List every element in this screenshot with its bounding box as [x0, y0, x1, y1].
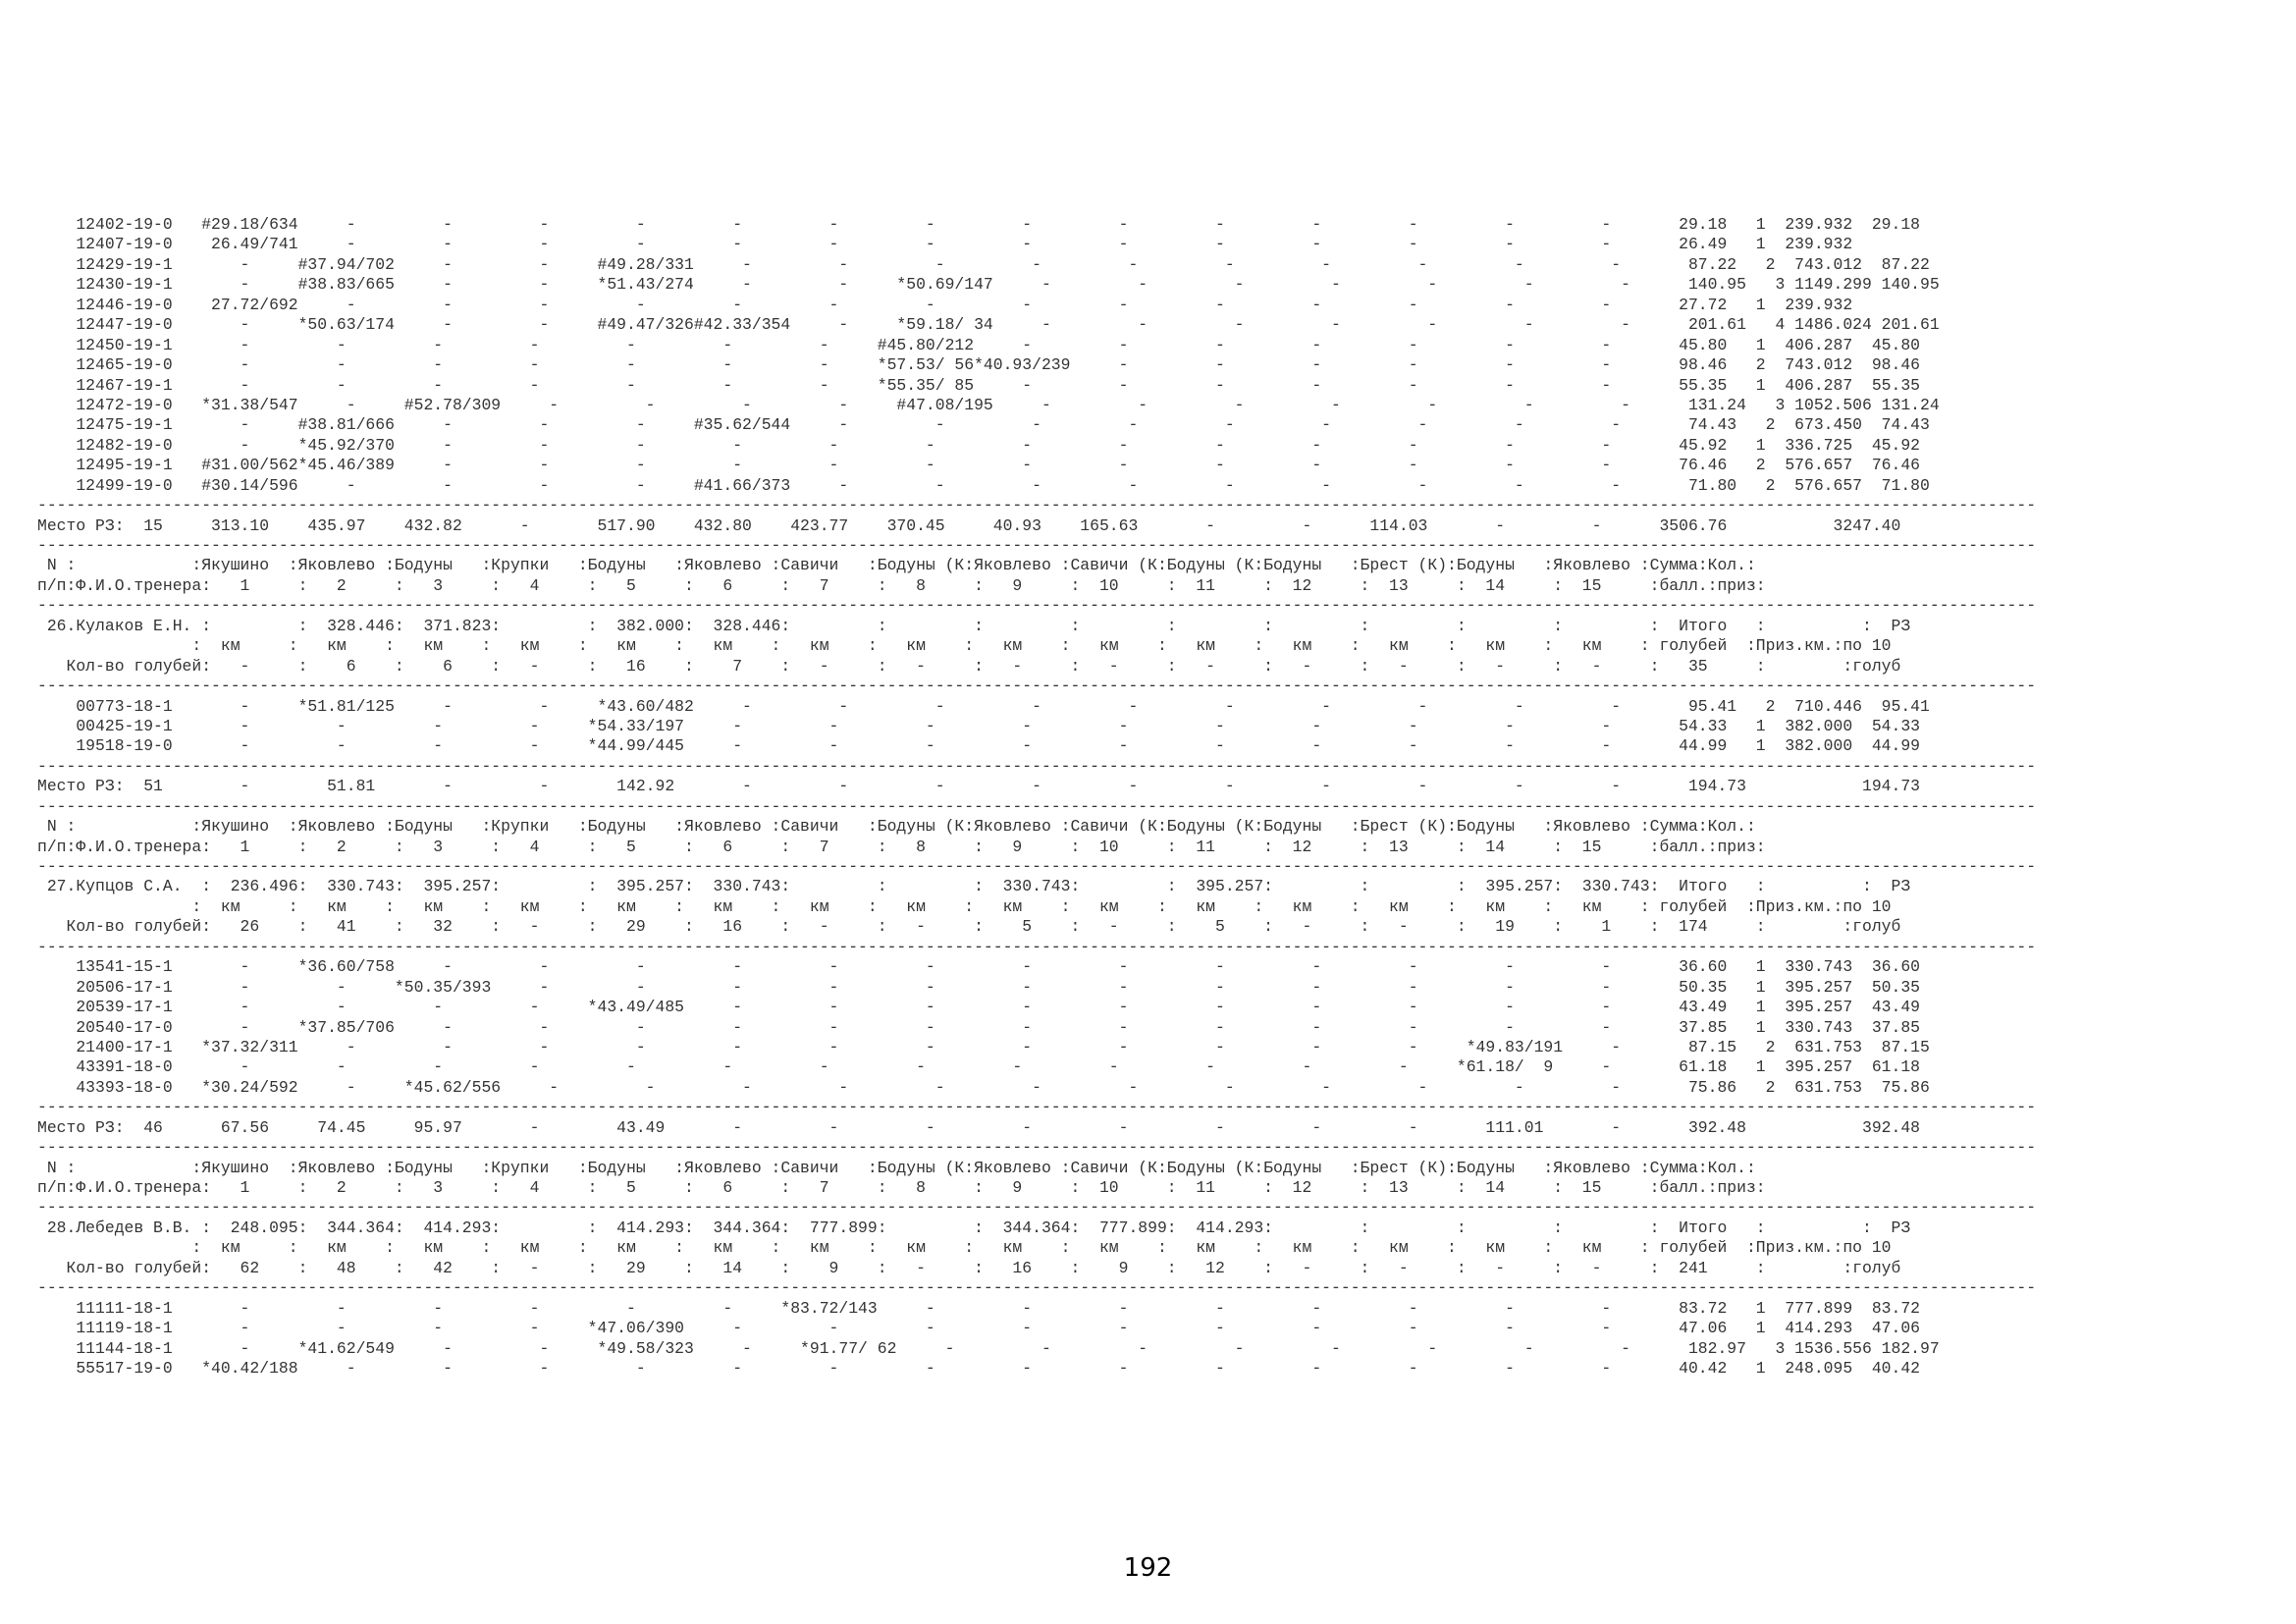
table-row: 11144-18-1 - *41.62/549 - - *49.58/323 - *91.77/ 62 - - - - - - - - 182.97 3 1536.556 182.97: [37, 1338, 1940, 1358]
table-row: Кол-во голубей: 62 : 48 : 42 : - : 29 : 14 : 9 : - : 16 : 9 : 12 : - : - : - : - : 241 : :голуб: [37, 1258, 1901, 1277]
table-row: Место РЗ: 51 - 51.81 - - 142.92 - - - - - - - - - - 194.73 194.73: [37, 777, 1921, 796]
table-row: 19518-19-0 - - - - *44.99/445 - - - - - - - - - - 44.99 1 382.000 44.99: [37, 736, 1921, 756]
table-row: 12447-19-0 - *50.63/174 - - #49.47/326#42.33/354 - *59.18/ 34 - - - - - - - 201.61 4 1486.024 201.61: [37, 315, 1940, 335]
table-row: 43393-18-0 *30.24/592 - *45.62/556 - - - - - - - - - - - - 75.86 2 631.753 75.86: [37, 1077, 1930, 1097]
table-row: 12430-19-1 - #38.83/665 - - *51.43/274 - - *50.69/147 - - - - - - - 140.95 3 1149.299 140.95: [37, 275, 1940, 295]
table-row: 21400-17-1 *37.32/311 - - - - - - - - - - - - *49.83/191 - 87.15 2 631.753 87.15: [37, 1037, 1930, 1056]
table-row: 12472-19-0 *31.38/547 - #52.78/309 - - - - #47.08/195 - - - - - - - 131.24 3 1052.506 131.24: [37, 395, 1940, 414]
table-separator: ---------------------------------------------------------------------------------------------------------------------------------------------------------------------------------------------------------------: [37, 937, 2037, 956]
table-row: п/п:Ф.И.О.тренера: 1 : 2 : 3 : 4 : 5 : 6 : 7 : 8 : 9 : 10 : 11 : 12 : 13 : 14 : 15 :балл.:приз:: [37, 1178, 1766, 1197]
table-row: 12475-19-1 - #38.81/666 - - - #35.62/544 - - - - - - - - - 74.43 2 673.450 74.43: [37, 415, 1930, 435]
table-separator: ---------------------------------------------------------------------------------------------------------------------------------------------------------------------------------------------------------------: [37, 1098, 2037, 1117]
table-row: 12465-19-0 - - - - - - - *57.53/ 56*40.93/239 - - - - - - 98.46 2 743.012 98.46: [37, 355, 1921, 375]
table-separator: ---------------------------------------------------------------------------------------------------------------------------------------------------------------------------------------------------------------: [37, 1198, 2037, 1218]
table-separator: ---------------------------------------------------------------------------------------------------------------------------------------------------------------------------------------------------------------: [37, 857, 2037, 876]
table-row: 12402-19-0 #29.18/634 - - - - - - - - - - - - - - 29.18 1 239.932 29.18: [37, 215, 1921, 234]
table-row: 20539-17-1 - - - - *43.49/485 - - - - - - - - - - 43.49 1 395.257 43.49: [37, 998, 1921, 1017]
table-row: 12446-19-0 27.72/692 - - - - - - - - - - - - - - 27.72 1 239.932: [37, 295, 1853, 314]
table-row: N : :Якушино :Яковлево :Бодуны :Крупки :Бодуны :Яковлево :Савичи :Бодуны (К:Яковлево :Савичи (К:Бодуны (К:Бодуны :Брест (К):Бодуны :Яковлево :Сумма:Кол.:: [37, 817, 1756, 837]
table-row: 00773-18-1 - *51.81/125 - - *43.60/482 - - - - - - - - - - 95.41 2 710.446 95.41: [37, 696, 1930, 716]
table-row: 12499-19-0 #30.14/596 - - - - #41.66/373 - - - - - - - - - 71.80 2 576.657 71.80: [37, 475, 1930, 495]
table-row: 28.Лебедев В.В. : 248.095: 344.364: 414.293: : 414.293: 344.364: 777.899: : 344.364: 777.899: 414.293: : : : : Итого : : РЗ: [37, 1218, 1911, 1237]
table-row: Кол-во голубей: 26 : 41 : 32 : - : 29 : 16 : - : - : 5 : - : 5 : - : - : 19 : 1 : 174 : :голуб: [37, 917, 1901, 937]
table-row: 12482-19-0 - *45.92/370 - - - - - - - - - - - - - 45.92 1 336.725 45.92: [37, 435, 1921, 455]
table-separator: ---------------------------------------------------------------------------------------------------------------------------------------------------------------------------------------------------------------: [37, 596, 2037, 616]
table-row: 00425-19-1 - - - - *54.33/197 - - - - - - - - - - 54.33 1 382.000 54.33: [37, 716, 1921, 735]
table-row: п/п:Ф.И.О.тренера: 1 : 2 : 3 : 4 : 5 : 6 : 7 : 8 : 9 : 10 : 11 : 12 : 13 : 14 : 15 :балл.:приз:: [37, 575, 1766, 595]
table-row: Кол-во голубей: - : 6 : 6 : - : 16 : 7 : - : - : - : - : - : - : - : - : - : 35 : :голуб: [37, 656, 1901, 676]
table-separator: ---------------------------------------------------------------------------------------------------------------------------------------------------------------------------------------------------------------: [37, 1278, 2037, 1298]
table-row: 12429-19-1 - #37.94/702 - - #49.28/331 - - - - - - - - - - 87.22 2 743.012 87.22: [37, 254, 1930, 274]
table-row: 55517-19-0 *40.42/188 - - - - - - - - - - - - - - 40.42 1 248.095 40.42: [37, 1358, 1921, 1378]
table-row: 20540-17-0 - *37.85/706 - - - - - - - - - - - - - 37.85 1 330.743 37.85: [37, 1017, 1921, 1037]
table-row: Место РЗ: 46 67.56 74.45 95.97 - 43.49 - - - - - - - - 111.01 - 392.48 392.48: [37, 1117, 1921, 1137]
table-row: 27.Купцов С.А. : 236.496: 330.743: 395.257: : 395.257: 330.743: : : 330.743: : 395.257: : : 395.257: 330.743: Итого : : РЗ: [37, 877, 1911, 896]
table-row: : км : км : км : км : км : км : км : км : км : км : км : км : км : км : км : голубей :Приз.км.:по 10: [37, 1238, 1892, 1258]
table-row: N : :Якушино :Яковлево :Бодуны :Крупки :Бодуны :Яковлево :Савичи :Бодуны (К:Яковлево :Савичи (К:Бодуны (К:Бодуны :Брест (К):Бодуны :Яковлево :Сумма:Кол.:: [37, 1158, 1756, 1177]
table-row: 12467-19-1 - - - - - - - *55.35/ 85 - - - - - - - 55.35 1 406.287 55.35: [37, 375, 1921, 395]
table-row: 26.Кулаков Е.Н. : : 328.446: 371.823: : 382.000: 328.446: : : : : : : : : : Итого : : РЗ: [37, 616, 1911, 635]
report-table: [37, 215, 2036, 1379]
table-separator: ---------------------------------------------------------------------------------------------------------------------------------------------------------------------------------------------------------------: [37, 536, 2037, 555]
table-row: : км : км : км : км : км : км : км : км : км : км : км : км : км : км : км : голубей :Приз.км.:по 10: [37, 636, 1892, 656]
table-row: 13541-15-1 - *36.60/758 - - - - - - - - - - - - - 36.60 1 330.743 36.60: [37, 957, 1921, 977]
table-row: N : :Якушино :Яковлево :Бодуны :Крупки :Бодуны :Яковлево :Савичи :Бодуны (К:Яковлево :Савичи (К:Бодуны (К:Бодуны :Брест (К):Бодуны :Яковлево :Сумма:Кол.:: [37, 556, 1756, 575]
table-separator: ---------------------------------------------------------------------------------------------------------------------------------------------------------------------------------------------------------------: [37, 496, 2037, 515]
table-separator: ---------------------------------------------------------------------------------------------------------------------------------------------------------------------------------------------------------------: [37, 796, 2037, 816]
page-number: 192: [1123, 1553, 1173, 1583]
table-row: п/п:Ф.И.О.тренера: 1 : 2 : 3 : 4 : 5 : 6 : 7 : 8 : 9 : 10 : 11 : 12 : 13 : 14 : 15 :балл.:приз:: [37, 837, 1766, 856]
table-separator: ---------------------------------------------------------------------------------------------------------------------------------------------------------------------------------------------------------------: [37, 677, 2037, 696]
table-row: 12495-19-1 #31.00/562*45.46/389 - - - - - - - - - - - - - 76.46 2 576.657 76.46: [37, 456, 1921, 475]
table-row: : км : км : км : км : км : км : км : км : км : км : км : км : км : км : км : голубей :Приз.км.:по 10: [37, 896, 1892, 916]
table-row: 12407-19-0 26.49/741 - - - - - - - - - - - - - - 26.49 1 239.932: [37, 235, 1853, 254]
table-row: 43391-18-0 - - - - - - - - - - - - - *61.18/ 9 - 61.18 1 395.257 61.18: [37, 1057, 1921, 1077]
table-separator: ---------------------------------------------------------------------------------------------------------------------------------------------------------------------------------------------------------------: [37, 1138, 2037, 1158]
table-row: Место РЗ: 15 313.10 435.97 432.82 - 517.90 432.80 423.77 370.45 40.93 165.63 - - 114.03 - - 3506.76 3247.40: [37, 515, 1901, 535]
table-row: 20506-17-1 - - *50.35/393 - - - - - - - - - - - - 50.35 1 395.257 50.35: [37, 977, 1921, 997]
table-row: 11111-18-1 - - - - - - *83.72/143 - - - - - - - - 83.72 1 777.899 83.72: [37, 1298, 1921, 1318]
table-row: 11119-18-1 - - - - *47.06/390 - - - - - - - - - - 47.06 1 414.293 47.06: [37, 1319, 1921, 1338]
table-row: 12450-19-1 - - - - - - - #45.80/212 - - - - - - - 45.80 1 406.287 45.80: [37, 335, 1921, 354]
table-separator: ---------------------------------------------------------------------------------------------------------------------------------------------------------------------------------------------------------------: [37, 756, 2037, 776]
